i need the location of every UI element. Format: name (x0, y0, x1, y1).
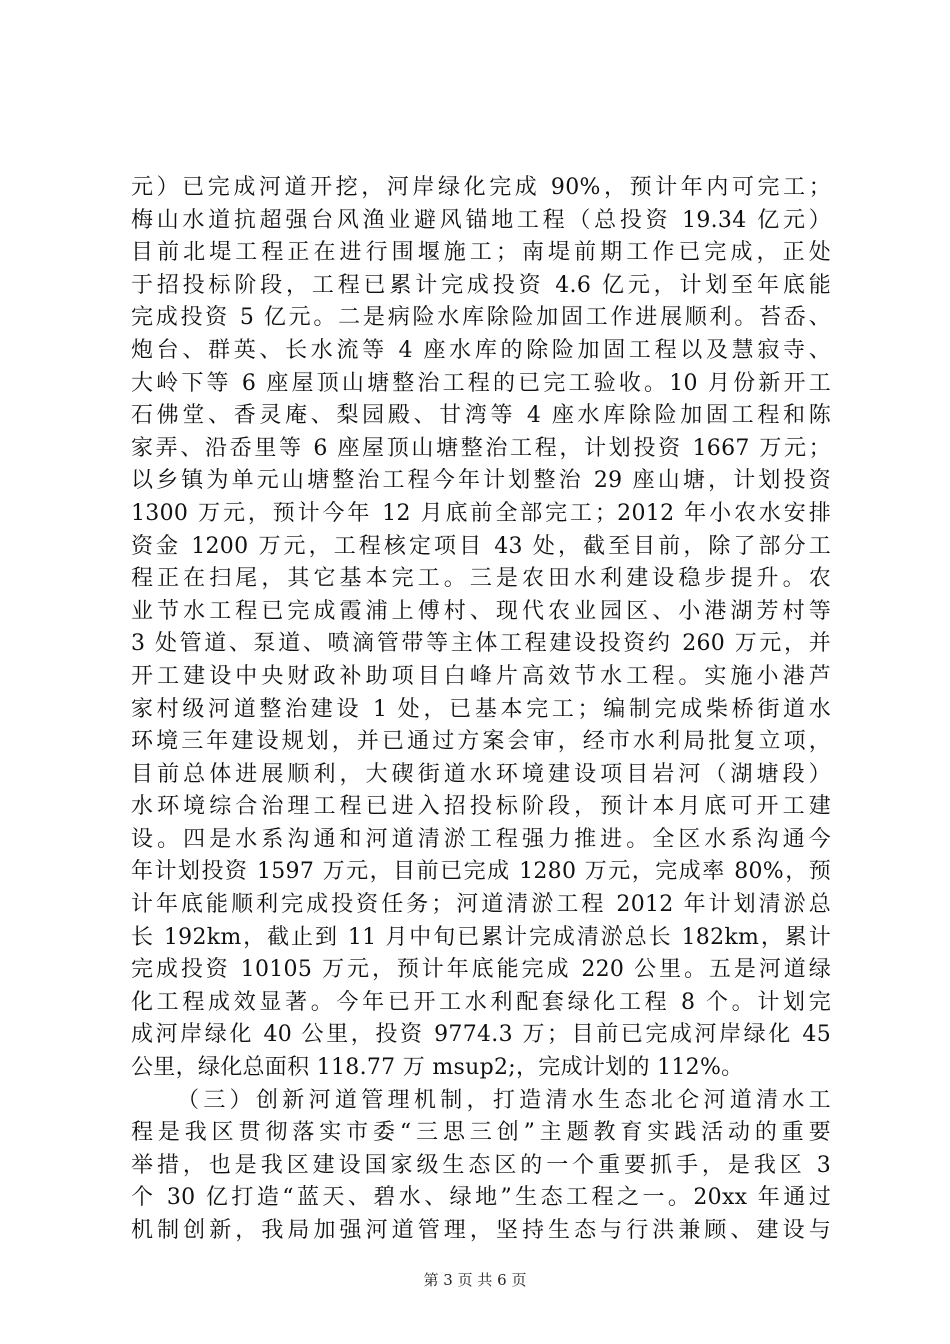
text-line: 长 192km，截止到 11 月中旬已累计完成清淤总长 182km，累计 (131, 924, 831, 950)
page-number-footer: 第 3 页 共 6 页 (423, 1271, 527, 1289)
text-line: 以乡镇为单元山塘整治工程今年计划整治 29 座山塘，计划投资 (131, 468, 831, 494)
text-line: 目前总体进展顺利，大碶街道水环境建设项目岩河（湖塘段） (131, 761, 831, 787)
text-line: 举措，也是我区建设国家级生态区的一个重要抓手，是我区 3 (131, 1152, 831, 1178)
text-line: 1300 万元，预计今年 12 月底前全部完工；2012 年小农水安排 (131, 500, 831, 526)
text-line: 环境三年建设规划，并已通过方案会审，经市水利局批复立项， (131, 729, 831, 755)
text-line: 机制创新，我局加强河道管理，坚持生态与行洪兼顾、建设与 (131, 1218, 831, 1243)
text-line: 年计划投资 1597 万元，目前已完成 1280 万元，完成率 80%，预 (131, 859, 831, 885)
document-body (131, 172, 831, 1248)
text-line: 炮台、群英、长水流等 4 座水库的除险加固工程以及慧寂寺、 (131, 337, 831, 363)
text-line: 完成投资 5 亿元。二是病险水库除险加固工作进展顺利。苔岙、 (131, 305, 831, 331)
paragraph-first-line: （三）创新河道管理机制，打造清水生态北仑河道清水工 (177, 1087, 831, 1113)
text-line: 于招投标阶段，工程已累计完成投资 4.6 亿元，计划至年底能 (131, 272, 831, 298)
text-line: 石佛堂、香灵庵、梨园殿、甘湾等 4 座水库除险加固工程和陈 (131, 403, 831, 429)
text-line: 程正在扫尾，其它基本完工。三是农田水利建设稳步提升。农 (131, 566, 831, 592)
text-line: 公里，绿化总面积 118.77 万 msup2;，完成计划的 112%。 (131, 1055, 744, 1081)
text-line: 3 处管道、泵道、喷滴管带等主体工程建设投资约 260 万元，并 (131, 631, 831, 657)
text-line: 个 30 亿打造“蓝天、碧水、绿地”生态工程之一。20xx 年通过 (131, 1185, 831, 1211)
text-line: 家弄、沿岙里等 6 座屋顶山塘整治工程，计划投资 1667 万元； (131, 435, 831, 461)
text-line: 程是我区贯彻落实市委“三思三创”主题教育实践活动的重要 (131, 1120, 831, 1146)
text-line: 资金 1200 万元，工程核定项目 43 处，截至目前，除了部分工 (131, 533, 831, 559)
text-line: 元）已完成河道开挖，河岸绿化完成 90%，预计年内可完工； (131, 175, 831, 200)
text-line: 大岭下等 6 座屋顶山塘整治工程的已完工验收。10 月份新开工 (131, 370, 831, 396)
text-line: 设。四是水系沟通和河道清淤工程强力推进。全区水系沟通今 (131, 826, 831, 852)
text-line: 完成投资 10105 万元，预计年底能完成 220 公里。五是河道绿 (131, 957, 831, 983)
text-line: 水环境综合治理工程已进入招投标阶段，预计本月底可开工建 (131, 794, 831, 820)
text-line: 开工建设中央财政补助项目白峰片高效节水工程。实施小港芦 (131, 663, 831, 689)
text-line: 业节水工程已完成霞浦上傅村、现代农业园区、小港湖芳村等 (131, 598, 831, 624)
text-line: 目前北堤工程正在进行围堰施工；南堤前期工作已完成，正处 (131, 240, 831, 266)
text-line: 化工程成效显著。今年已开工水利配套绿化工程 8 个。计划完 (131, 989, 831, 1015)
text-line: 成河岸绿化 40 公里，投资 9774.3 万；目前已完成河岸绿化 45 (131, 1022, 831, 1048)
text-line: 梅山水道抗超强台风渔业避风锚地工程（总投资 19.34 亿元） (131, 207, 831, 233)
text-line: 家村级河道整治建设 1 处，已基本完工；编制完成柴桥街道水 (131, 696, 831, 722)
text-line: 计年底能顺利完成投资任务；河道清淤工程 2012 年计划清淤总 (131, 892, 831, 918)
